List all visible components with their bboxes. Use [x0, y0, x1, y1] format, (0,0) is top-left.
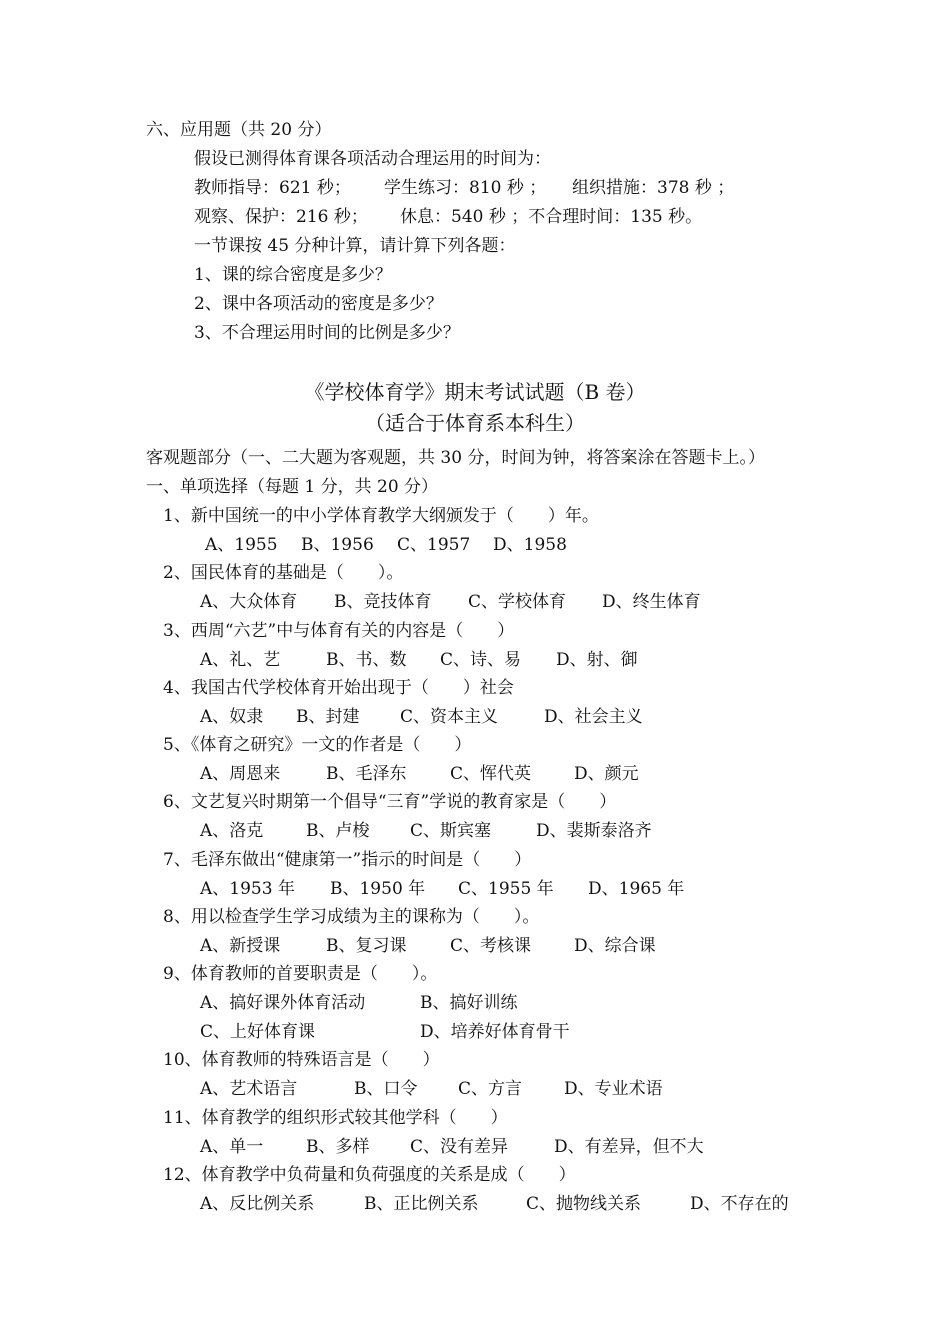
- sub-question-3: 3、不合理运用时间的比例是多少？: [194, 323, 460, 343]
- option-a: A、洛克: [200, 821, 264, 841]
- question-stem: 10、体育教师的特殊语言是（ ）: [163, 1050, 440, 1070]
- option-a: A、大众体育: [200, 592, 298, 612]
- option-a: A、搞好课外体育活动: [200, 993, 366, 1013]
- time-rest-unreasonable: 休息：540 秒 ；不合理时间：135 秒。: [400, 207, 703, 227]
- option-b: B、正比例关系: [364, 1194, 479, 1214]
- option-a: A、1953 年: [200, 879, 295, 899]
- times-line-2: [194, 206, 894, 228]
- question-options: [200, 992, 840, 1014]
- question-options: [200, 763, 840, 785]
- calc-note: 一节课按 45 分种计算，请计算下列各题：: [194, 236, 516, 256]
- question-stem: 6、文艺复兴时期第一个倡导“三育”学说的教育家是（ ）: [163, 792, 617, 812]
- option-b: B、1950 年: [330, 879, 426, 899]
- option-c: C、方言: [458, 1079, 523, 1099]
- section6-heading: 六、应用题（共 20 分）: [146, 120, 332, 140]
- option-a: A、1955: [205, 535, 278, 555]
- option-d: D、裴斯泰洛齐: [536, 821, 652, 841]
- section1-heading: 一、单项选择（每题 1 分，共 20 分）: [146, 477, 439, 497]
- sub-question-2: 2、课中各项活动的密度是多少？: [194, 294, 443, 314]
- option-d: D、射、御: [556, 650, 638, 670]
- option-c: C、诗、易: [440, 650, 522, 670]
- question-stem: 11、体育教学的组织形式较其他学科（ ）: [163, 1108, 508, 1128]
- times-line-1: [194, 177, 894, 199]
- option-a: A、新授课: [200, 936, 281, 956]
- option-d: D、1965 年: [588, 879, 685, 899]
- question-options: [200, 1136, 840, 1158]
- question-options: [200, 1078, 840, 1100]
- time-teacher-guidance: 教师指导：621 秒；: [194, 178, 351, 198]
- question-stem: 12、体育教学中负荷量和负荷强度的关系是成（ ）: [163, 1165, 576, 1185]
- option-b: B、搞好训练: [420, 993, 518, 1013]
- question-options: [200, 935, 840, 957]
- option-c: C、没有差异: [410, 1137, 509, 1157]
- option-c: C、1957: [397, 535, 471, 555]
- option-c: C、恽代英: [450, 764, 532, 784]
- option-d: D、培养好体育骨干: [420, 1022, 570, 1042]
- option-d: D、有差异，但不大: [554, 1137, 704, 1157]
- time-observation: 观察、保护：216 秒；: [194, 207, 368, 227]
- question-options: [200, 1021, 840, 1043]
- exam-title: 《学校体育学》期末考试试题（B 卷）: [304, 380, 646, 404]
- time-organization: 组织措施：378 秒 ；: [572, 178, 735, 198]
- question-stem: 1、新中国统一的中小学体育教学大纲颁发于（ ）年。: [163, 506, 599, 526]
- option-d: D、专业术语: [564, 1079, 663, 1099]
- exam-subtitle: （适合于体育系本科生）: [365, 411, 585, 435]
- question-options: [200, 649, 840, 671]
- time-student-practice: 学生练习：810 秒 ；: [384, 178, 547, 198]
- option-d: D、终生体育: [602, 592, 701, 612]
- option-a: A、周恩来: [200, 764, 281, 784]
- option-a: A、单一: [200, 1137, 264, 1157]
- question-options: [200, 878, 840, 900]
- option-d: D、综合课: [574, 936, 656, 956]
- question-stem: 8、用以检查学生学习成绩为主的课称为（ ）。: [163, 907, 540, 927]
- option-b: B、复习课: [326, 936, 407, 956]
- question-stem: 7、毛泽东做出“健康第一”指示的时间是（ ）: [163, 850, 532, 870]
- question-stem: 3、西周“六艺”中与体育有关的内容是（ ）: [163, 621, 515, 641]
- question-stem: 2、国民体育的基础是（ ）。: [163, 563, 404, 583]
- option-d: D、1958: [493, 535, 567, 555]
- question-stem: 9、体育教师的首要职责是（ ）。: [163, 964, 438, 984]
- sub-question-1: 1、课的综合密度是多少？: [194, 265, 392, 285]
- question-options: [200, 591, 840, 613]
- option-d: D、颜元: [574, 764, 639, 784]
- option-b: B、1956: [301, 535, 374, 555]
- option-b: B、口令: [354, 1079, 418, 1099]
- option-c: C、抛物线关系: [526, 1194, 642, 1214]
- section6-intro: 假设已测得体育课各项活动合理运用的时间为：: [194, 149, 551, 169]
- option-b: B、卢梭: [306, 821, 370, 841]
- option-a: A、礼、艺: [200, 650, 281, 670]
- question-stem: 5、《体育之研究》一文的作者是（ ）: [163, 735, 472, 755]
- option-d: D、不存在的: [690, 1194, 789, 1214]
- option-b: B、书、数: [326, 650, 407, 670]
- question-options: [200, 1193, 840, 1215]
- option-c: C、1955 年: [458, 879, 554, 899]
- option-b: B、多样: [306, 1137, 370, 1157]
- option-c: C、资本主义: [400, 707, 499, 727]
- option-c: C、上好体育课: [200, 1022, 316, 1042]
- option-b: B、封建: [296, 707, 360, 727]
- option-c: C、学校体育: [468, 592, 567, 612]
- option-b: B、毛泽东: [326, 764, 407, 784]
- question-options: [200, 706, 840, 728]
- question-stem: 4、我国古代学校体育开始出现于（ ）社会: [163, 678, 514, 698]
- option-a: A、艺术语言: [200, 1079, 298, 1099]
- objective-note: 客观题部分（一、二大题为客观题，共 30 分，时间为钟，将答案涂在答题卡上。）: [146, 448, 765, 468]
- option-b: B、竞技体育: [334, 592, 432, 612]
- option-c: C、斯宾塞: [410, 821, 492, 841]
- option-a: A、反比例关系: [200, 1194, 315, 1214]
- question-options: [200, 820, 840, 842]
- option-c: C、考核课: [450, 936, 532, 956]
- question-options: [205, 534, 845, 556]
- option-a: A、奴隶: [200, 707, 264, 727]
- option-d: D、社会主义: [544, 707, 643, 727]
